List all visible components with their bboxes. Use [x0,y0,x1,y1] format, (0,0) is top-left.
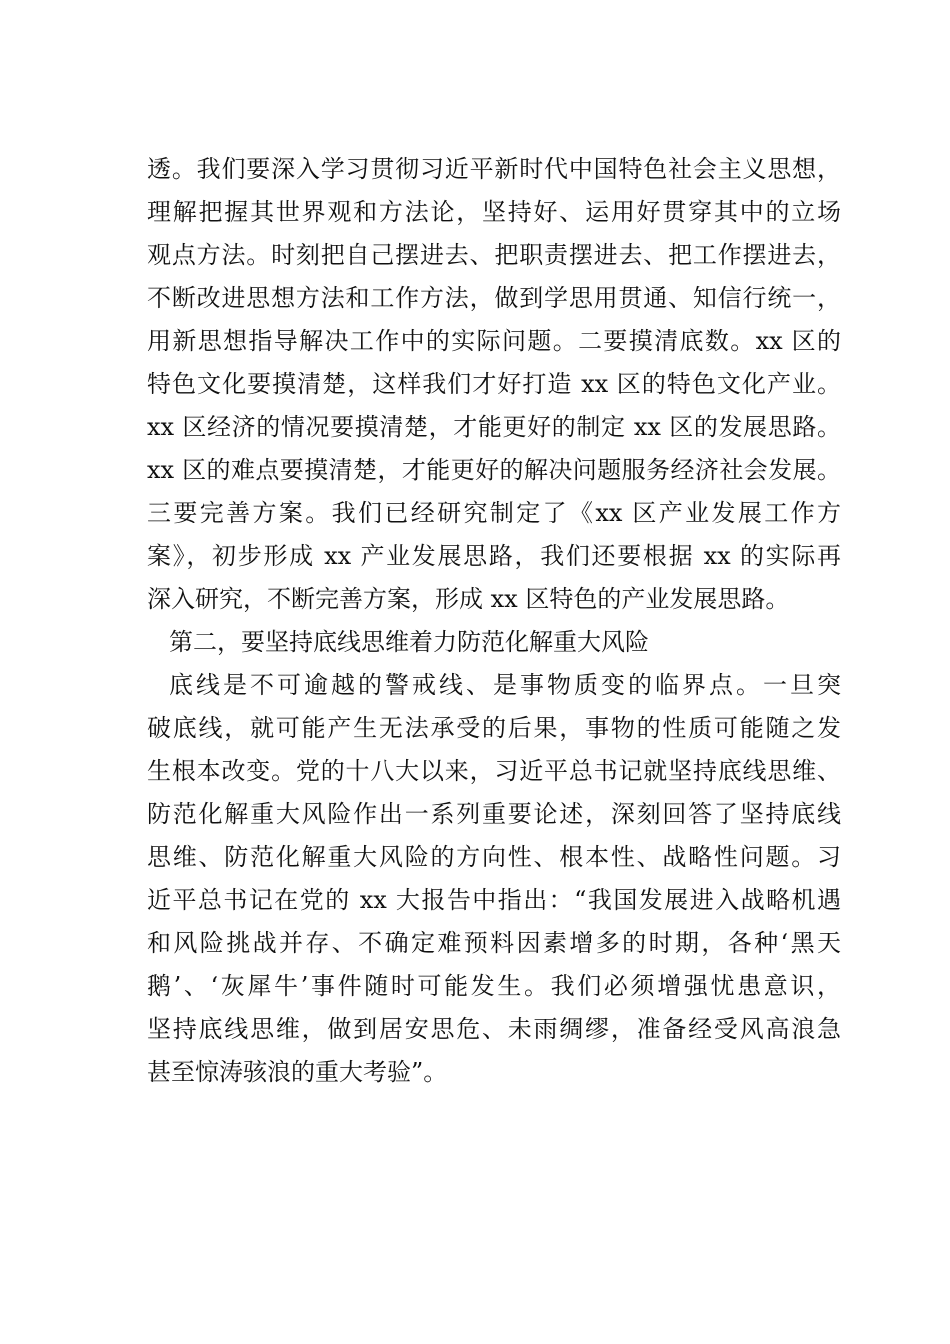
text-line: 三要完善方案。我们已经研究制定了《xx 区产业发展工作方 [147,499,841,527]
text-line: 防范化解重大风险作出一系列重要论述，深刻回答了坚持底线 [147,800,841,828]
text-line: xx 区经济的情况要摸清楚，才能更好的制定 xx 区的发展思路。 [147,413,841,441]
text-line: 观点方法。时刻把自己摆进去、把职责摆进去、把工作摆进去， [147,241,841,269]
text-line: 用新思想指导解决工作中的实际问题。二要摸清底数。xx 区的 [147,327,841,355]
text-line: 鹅’、‘灰犀牛’事件随时可能发生。我们必须增强忧患意识， [147,972,841,1000]
text-line: 生根本改变。党的十八大以来，习近平总书记就坚持底线思维、 [147,757,841,785]
text-line: 案》，初步形成 xx 产业发展思路，我们还要根据 xx 的实际再 [147,542,841,570]
text-line: xx 区的难点要摸清楚，才能更好的解决问题服务经济社会发展。 [147,456,841,484]
paragraph-bottom-line [147,664,841,1094]
text-line: 甚至惊涛骇浪的重大考验”。 [147,1058,448,1086]
text-line: 破底线，就可能产生无法承受的后果，事物的性质可能随之发 [147,714,841,742]
text-line: 思维、防范化解重大风险的方向性、根本性、战略性问题。习 [147,843,841,871]
text-line: 特色文化要摸清楚，这样我们才好打造 xx 区的特色文化产业。 [147,370,841,398]
text-line: 不断改进思想方法和工作方法，做到学思用贯通、知信行统一， [147,284,841,312]
text-line: 深入研究，不断完善方案，形成 xx 区特色的产业发展思路。 [147,585,790,613]
paragraph-continuation [147,148,841,621]
section-heading: 第二，要坚持底线思维着力防范化解重大风险 [169,628,649,656]
text-line: 近平总书记在党的 xx 大报告中指出：“我国发展进入战略机遇 [147,886,841,914]
text-line: 和风险挑战并存、不确定难预料因素增多的时期，各种‘黑天 [147,929,841,957]
text-line: 理解把握其世界观和方法论，坚持好、运用好贯穿其中的立场 [147,198,841,226]
text-line: 透。我们要深入学习贯彻习近平新时代中国特色社会主义思想， [147,155,841,183]
document-page [147,148,841,1094]
text-line: 坚持底线思维，做到居安思危、未雨绸缪，准备经受风高浪急 [147,1015,841,1043]
text-line: 底线是不可逾越的警戒线、是事物质变的临界点。一旦突 [169,671,841,699]
